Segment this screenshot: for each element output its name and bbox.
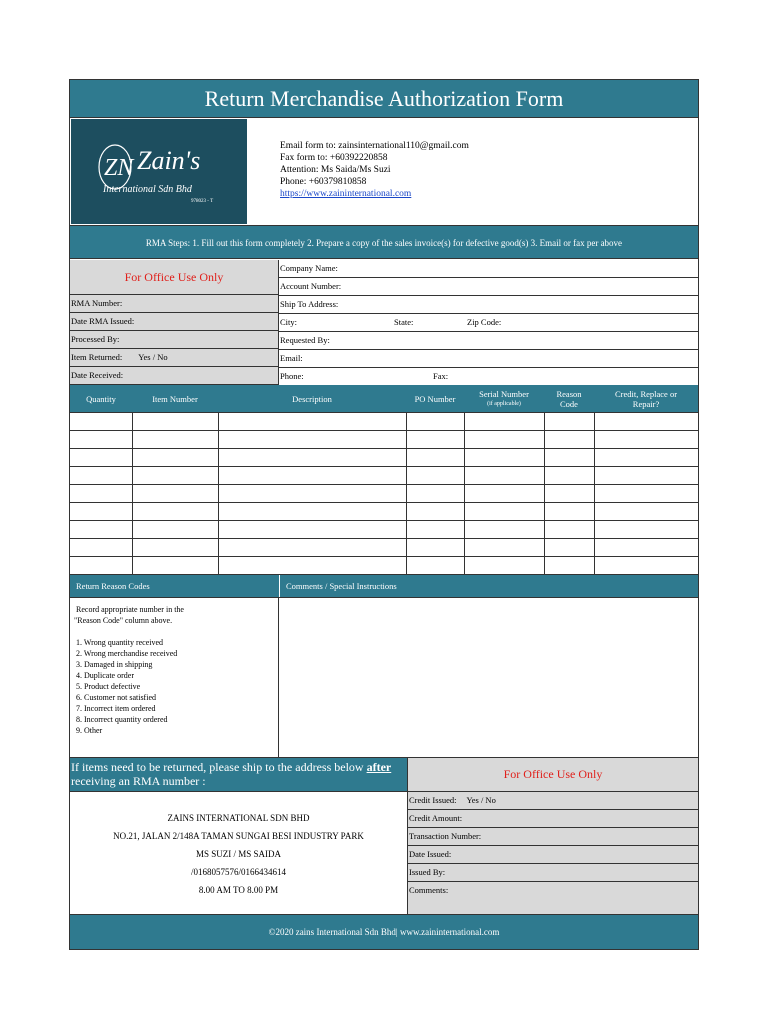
ship-to-address-field[interactable]: Ship To Address: — [279, 296, 698, 314]
contact-email: Email form to: zainsinternational110@gmail.com — [280, 141, 469, 151]
col-reason-code: Reason Code — [556, 389, 582, 409]
col-serial-number: Serial Number (if applicable) — [479, 389, 529, 407]
credit-issued-field[interactable]: Credit Issued: Yes / No — [408, 792, 698, 810]
requested-by-field[interactable]: Requested By: — [279, 332, 698, 350]
item-returned-field[interactable]: Item Returned: Yes / No — [70, 349, 279, 367]
col-quantity: Quantity — [86, 394, 116, 404]
office-use-label-bottom: For Office Use Only — [407, 757, 698, 792]
rma-number-field[interactable]: RMA Number: — [70, 295, 279, 313]
processed-by-field[interactable]: Processed By: — [70, 331, 279, 349]
items-table-body[interactable] — [70, 413, 698, 574]
state-field[interactable]: State: — [394, 317, 414, 327]
office-fields-left — [70, 295, 279, 385]
reason-6: 6. Customer not satisfied — [76, 693, 156, 702]
company-name-field[interactable]: Company Name: — [279, 260, 698, 278]
reason-1: 1. Wrong quantity received — [76, 638, 164, 647]
account-number-field[interactable]: Account Number: — [279, 278, 698, 296]
col-po-number: PO Number — [414, 394, 456, 404]
ship-note: If items need to be returned, please ship to the address below after receiving an RMA number : — [70, 757, 407, 792]
logo-reg: 978023 - T — [191, 199, 214, 204]
reason-4: 4. Duplicate order — [76, 671, 134, 680]
company-logo — [71, 119, 247, 224]
items-table-header — [70, 385, 698, 413]
footer: ©2020 zains International Sdn Bhd| www.zaininternational.com — [70, 914, 698, 949]
address-line-5: 8.00 AM TO 8.00 PM — [198, 885, 279, 895]
comments-header: Comments / Special Instructions — [286, 581, 397, 591]
date-issued-field[interactable]: Date Issued: — [408, 846, 698, 864]
reason-7: 7. Incorrect item ordered — [76, 704, 156, 713]
comments-textarea[interactable] — [279, 598, 698, 757]
reason-codes-list: Record appropriate number in the "Reason Code" column above. 1. Wrong quantity received 2. Wrong merchandise received 3. Damaged in shipping 4. Duplicate order 5. Product defective 6. Customer not satisfied 7. Incorrect item ordered 8. Incorrect quantity ordered 9. Other — [70, 598, 279, 757]
reason-2: 2. Wrong merchandise received — [76, 649, 178, 658]
contact-fax: Fax form to: +60392220858 — [280, 153, 388, 163]
office-fields-bottom — [407, 792, 698, 914]
logo-subtitle: International Sdn Bhd — [103, 184, 192, 195]
credit-yes-no[interactable]: Yes / No — [466, 795, 496, 805]
customer-fields — [279, 260, 698, 386]
zip-code-field[interactable]: Zip Code: — [467, 317, 502, 327]
fax-field[interactable]: Fax: — [433, 371, 449, 381]
comments-field[interactable]: Comments: — [409, 885, 449, 895]
address-line-1: ZAINS INTERNATIONAL SDN BHD — [167, 813, 310, 823]
email-field[interactable]: Email: — [279, 350, 698, 368]
form-title: Return Merchandise Authorization Form — [70, 80, 698, 118]
contact-info — [280, 140, 469, 200]
address-line-2: NO.21, JALAN 2/148A TAMAN SUNGAI BESI INDUSTRY PARK — [113, 831, 364, 841]
city-field[interactable]: City: — [280, 317, 298, 327]
return-address — [70, 792, 407, 914]
transaction-number-field[interactable]: Transaction Number: — [408, 828, 698, 846]
credit-amount-field[interactable]: Credit Amount: — [408, 810, 698, 828]
col-credit-replace-repair: Credit, Replace or Repair? — [614, 389, 678, 409]
reason-8: 8. Incorrect quantity ordered — [76, 715, 168, 724]
address-line-3: MS SUZI / MS SAIDA — [195, 849, 282, 859]
logo-name: Zain's — [137, 146, 201, 175]
svg-text:ZN: ZN — [104, 155, 134, 181]
address-line-4: /0168057576/0166434614 — [190, 867, 286, 877]
office-use-label-top: For Office Use Only — [70, 260, 279, 295]
city-state-zip-row — [279, 314, 698, 332]
reason-3: 3. Damaged in shipping — [76, 660, 153, 669]
item-returned-yes-no[interactable]: Yes / No — [138, 352, 168, 362]
contact-attention: Attention: Ms Saida/Ms Suzi — [280, 165, 391, 175]
date-received-field[interactable]: Date Received: — [70, 367, 279, 385]
contact-phone: Phone: +60379810858 — [280, 177, 367, 187]
phone-field[interactable]: Phone: — [280, 371, 304, 381]
rma-form — [69, 79, 699, 950]
reason-5: 5. Product defective — [76, 682, 141, 691]
col-item-number: Item Number — [152, 394, 198, 404]
phone-fax-row — [279, 368, 698, 386]
reason-codes-header: Return Reason Codes — [76, 581, 150, 591]
reason-9: 9. Other — [76, 726, 103, 735]
date-rma-issued-field[interactable]: Date RMA Issued: — [70, 313, 279, 331]
issued-by-field[interactable]: Issued By: — [408, 864, 698, 882]
rma-steps: RMA Steps: 1. Fill out this form completely 2. Prepare a copy of the sales invoice(s) for defective good(s) 3. Email or fax per above — [70, 225, 698, 259]
website-link[interactable]: https://www.zaininternational.com — [280, 189, 412, 199]
reason-comments-header — [70, 574, 698, 598]
col-description: Description — [292, 394, 332, 404]
